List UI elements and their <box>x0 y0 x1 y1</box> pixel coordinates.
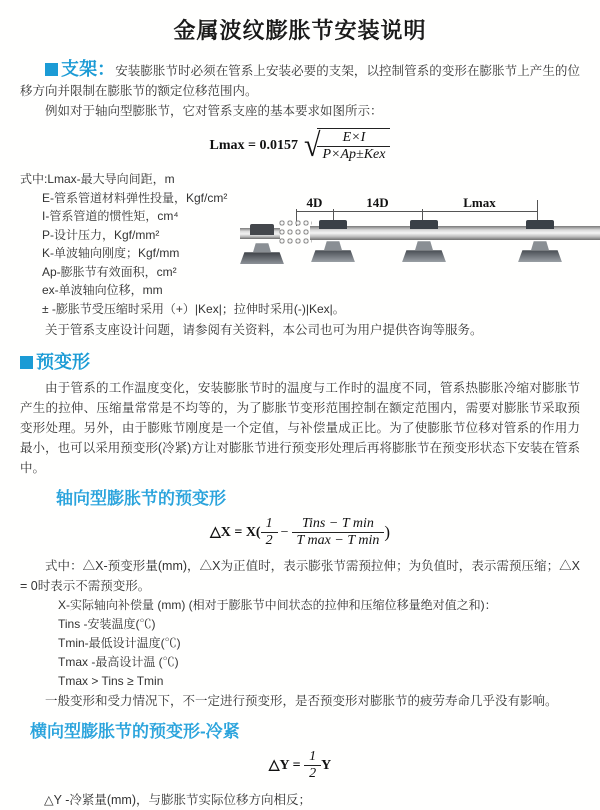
axial-formula-lhs: △X = X( <box>209 525 261 540</box>
predeform-heading-label: 预变形 <box>36 352 90 373</box>
close-paren: ) <box>384 522 391 542</box>
one-half-fraction <box>304 749 321 782</box>
lateral-note: △Y -冷紧量(mm)，与膨胀节实际位移方向相反； <box>44 792 312 807</box>
definitions-and-diagram <box>20 170 580 340</box>
support-base <box>402 250 446 262</box>
support-pedestal <box>253 243 271 252</box>
def-line: 式中:Lmax-最大导向间距，m <box>20 172 175 187</box>
page-title: 金属波纹膨胀节安装说明 <box>173 18 427 43</box>
predeform-section-heading <box>20 348 580 374</box>
lmax-formula <box>20 128 580 163</box>
support-base <box>240 252 284 264</box>
dim-label-lmax: Lmax <box>422 196 537 209</box>
def-line: Tmin-最低设计温度(℃) <box>58 636 181 651</box>
section-bullet-icon <box>20 356 33 369</box>
fraction-numerator: 1 <box>261 516 278 533</box>
lmax-formula-lhs: Lmax = 0.0157 <box>209 137 298 153</box>
support-note: 关于管系支座设计问题，请参阅有关资料，本公司也可为用户提供咨询等服务。 <box>45 323 483 338</box>
lateral-subsection-heading: 横向型膨胀节的预变形-冷紧 <box>30 722 240 742</box>
lateral-formula-rhs: Y <box>321 758 332 774</box>
pipe-clamp <box>526 220 554 229</box>
pipe-clamp <box>250 224 274 235</box>
def-line: Tins -安装温度(℃) <box>58 617 156 632</box>
guide-support <box>311 218 355 264</box>
def-line: Ap-膨胀节有效面积，cm² <box>42 264 177 279</box>
support-base <box>311 250 355 262</box>
one-half-fraction <box>261 516 278 549</box>
support-base <box>518 250 562 262</box>
def-line: Tmax -最高设计温 (℃) <box>58 655 179 670</box>
def-line: P-设计压力，Kgf/mm² <box>42 227 160 242</box>
pipe-support-diagram <box>240 196 600 278</box>
dim-label-14d: 14D <box>333 196 422 209</box>
lateral-formula <box>20 749 580 782</box>
fraction-denominator: 2 <box>309 766 317 782</box>
support-intro-text: 安装膨胀节时必须在管系上安装必要的支架，以控制管系的变形在膨胀节上产生的位移方向并限制在膨胀节的额定位移范围内。 <box>20 64 580 98</box>
fraction-denominator: 2 <box>265 533 273 549</box>
def-line: I-管系管道的惯性矩，cm⁴ <box>42 209 179 224</box>
temperature-fraction <box>292 516 385 549</box>
support-pedestal <box>531 241 549 250</box>
lmax-fraction <box>317 128 390 163</box>
def-line: X-实际轴向补偿量 (mm) (相对于膨胀节中间状态的拉伸和压缩位移量绝对值之和)： <box>58 598 497 613</box>
axial-definitions <box>20 596 580 691</box>
lateral-formula-lhs: △Y = <box>268 758 301 774</box>
fraction-numerator: 1 <box>304 749 321 766</box>
axial-note: 一般变形和受力情况下，不一定进行预变形，是否预变形对膨胀节的疲劳寿命几乎没有影响。 <box>45 694 558 709</box>
pipe-clamp <box>410 220 438 229</box>
support-pedestal <box>324 241 342 250</box>
axial-subsection-heading: 轴向型膨胀节的预变形 <box>56 489 226 509</box>
guide-support <box>402 218 446 264</box>
axial-where-paragraph: 式中：△X-预变形量(mm)，△X为正值时，表示膨张节需预拉伸；为负值时，表示需预压缩；△X = 0时表示不需预变形。 <box>20 559 580 594</box>
fraction-numerator: Tins − T min <box>292 516 385 533</box>
support-section-heading: 支架： <box>61 59 116 79</box>
support-section-intro <box>20 59 580 101</box>
guide-support <box>518 218 562 264</box>
pipe-clamp <box>319 220 347 229</box>
fraction-denominator: T max − T min <box>296 533 380 549</box>
sqrt-radical-group <box>304 128 390 163</box>
def-line: Tmax > Tins ≥ Tmin <box>58 674 164 689</box>
lmax-fraction-numerator: E×I <box>317 130 390 147</box>
def-line: K-单波轴向刚度；Kgf/mm <box>42 246 180 261</box>
minus-operator: − <box>280 525 289 540</box>
radical-sign: √ <box>304 126 321 164</box>
support-example-line: 例如对于轴向型膨胀节，它对管系支座的基本要求如图所示： <box>45 104 383 118</box>
dim-label-4d: 4D <box>296 196 333 209</box>
def-line: ex-单波轴向位移，mm <box>42 283 163 298</box>
lmax-fraction-denominator: P×Ap±Kex <box>322 147 386 163</box>
support-pedestal <box>415 241 433 250</box>
predeform-body: 由于管系的工作温度变化，安装膨胀节时的温度与工作时的温度不同，管系热膨胀冷缩对膨胀节产生的拉伸、压缩量常常是不均等的，为了膨胀节变形范围控制在额定范围内，需要对膨胀节采取预变形处理。另外，由于膨账节刚度是一个定值，与补偿量成正比。为了使膨胀节位移对管系的作用力最小，也可以采用预变形(冷紧)方让对膨胀节进行预变形处理后再将膨胀节在预变形状态下安装在管系中。 <box>20 381 580 476</box>
anchor-support <box>240 218 284 264</box>
def-line: ± -膨胀节受压缩时采用（+）|Kex|；拉伸时采用(-)|Kex|。 <box>42 301 345 316</box>
def-line: E-管系管道材料弹性投量，Kgf/cm² <box>42 190 228 205</box>
section-bullet-icon <box>45 63 58 76</box>
axial-formula <box>20 516 580 549</box>
